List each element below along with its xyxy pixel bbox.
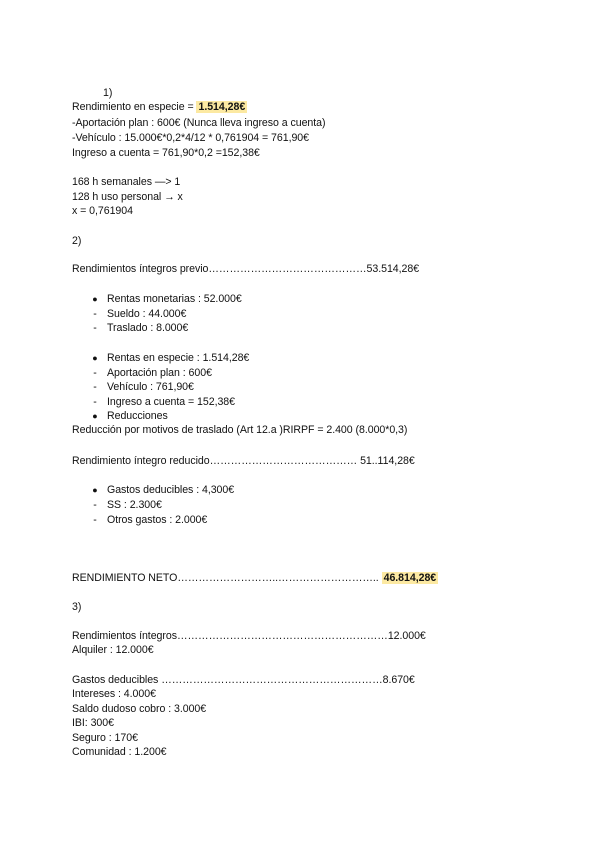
vehiculo-line: -Vehículo : 15.000€*0,2*4/12 * 0,761904 = 761,90€ — [72, 132, 309, 144]
rentas-monetarias-line: Rentas monetarias : 52.000€ — [107, 293, 242, 305]
section-3-number: 3) — [72, 601, 82, 613]
otros-gastos-line: Otros gastos : 2.000€ — [107, 514, 208, 526]
rendimiento-neto-label: RENDIMIENTO NETO………………………..……………………….. — [72, 572, 382, 584]
dash-icon: - — [93, 514, 97, 526]
rendimiento-neto-highlight: 46.814,28€ — [383, 572, 437, 584]
aportacion-plan-line: -Aportación plan : 600€ (Nunca lleva ingreso a cuenta) — [72, 117, 326, 129]
gastos-deducibles-total-line: Gastos deducibles ………………………………………………………8.670€ — [72, 674, 415, 686]
dash-icon: - — [93, 381, 97, 393]
ibi-line: IBI: 300€ — [72, 717, 114, 729]
aportacion-plan-item: Aportación plan : 600€ — [107, 367, 212, 379]
ingreso-cuenta-line: Ingreso a cuenta = 761,90*0,2 =152,38€ — [72, 147, 260, 159]
traslado-line: Traslado : 8.000€ — [107, 322, 189, 334]
rendimientos-integros-line: Rendimientos íntegros……………………………………………………12.000€ — [72, 630, 426, 642]
vehiculo-item: Vehículo : 761,90€ — [107, 381, 194, 393]
section-1-number: 1) — [103, 87, 113, 99]
reducciones-line: Reducciones — [107, 410, 168, 422]
ss-line: SS : 2.300€ — [107, 499, 162, 511]
bullet-icon: ● — [92, 294, 98, 304]
rendimiento-integro-reducido-line: Rendimiento íntegro reducido…………………………………… 51..114,28€ — [72, 455, 415, 467]
ingreso-cuenta-item: Ingreso a cuenta = 152,38€ — [107, 396, 235, 408]
horas-uso-personal-line: 128 h uso personal → x — [72, 191, 183, 203]
intereses-line: Intereses : 4.000€ — [72, 688, 156, 700]
rendimiento-especie-highlight: 1.514,28€ — [198, 101, 246, 113]
seguro-line: Seguro : 170€ — [72, 732, 138, 744]
reduccion-traslado-line: Reducción por motivos de traslado (Art 12.a )RIRPF = 2.400 (8.000*0,3) — [72, 424, 408, 436]
sueldo-line: Sueldo : 44.000€ — [107, 308, 187, 320]
rendimiento-neto-line — [72, 571, 438, 585]
rendimiento-especie-line — [72, 100, 247, 114]
dash-icon: - — [93, 367, 97, 379]
dash-icon: - — [93, 308, 97, 320]
bullet-icon: ● — [92, 353, 98, 363]
section-2-number: 2) — [72, 235, 82, 247]
rendimientos-integros-previo-line: Rendimientos íntegros previo………………………………………53.514,28€ — [72, 263, 420, 275]
rentas-especie-line: Rentas en especie : 1.514,28€ — [107, 352, 250, 364]
bullet-icon: ● — [92, 411, 98, 421]
dash-icon: - — [93, 396, 97, 408]
horas-semanales-line: 168 h semanales —> 1 — [72, 176, 181, 188]
gastos-deducibles-line: Gastos deducibles : 4,300€ — [107, 484, 235, 496]
comunidad-line: Comunidad : 1.200€ — [72, 746, 167, 758]
dash-icon: - — [93, 499, 97, 511]
rendimiento-especie-label: Rendimiento en especie = — [72, 101, 197, 113]
x-value-line: x = 0,761904 — [72, 205, 133, 217]
alquiler-line: Alquiler : 12.000€ — [72, 644, 154, 656]
dash-icon: - — [93, 322, 97, 334]
saldo-dudoso-line: Saldo dudoso cobro : 3.000€ — [72, 703, 207, 715]
bullet-icon: ● — [92, 485, 98, 495]
